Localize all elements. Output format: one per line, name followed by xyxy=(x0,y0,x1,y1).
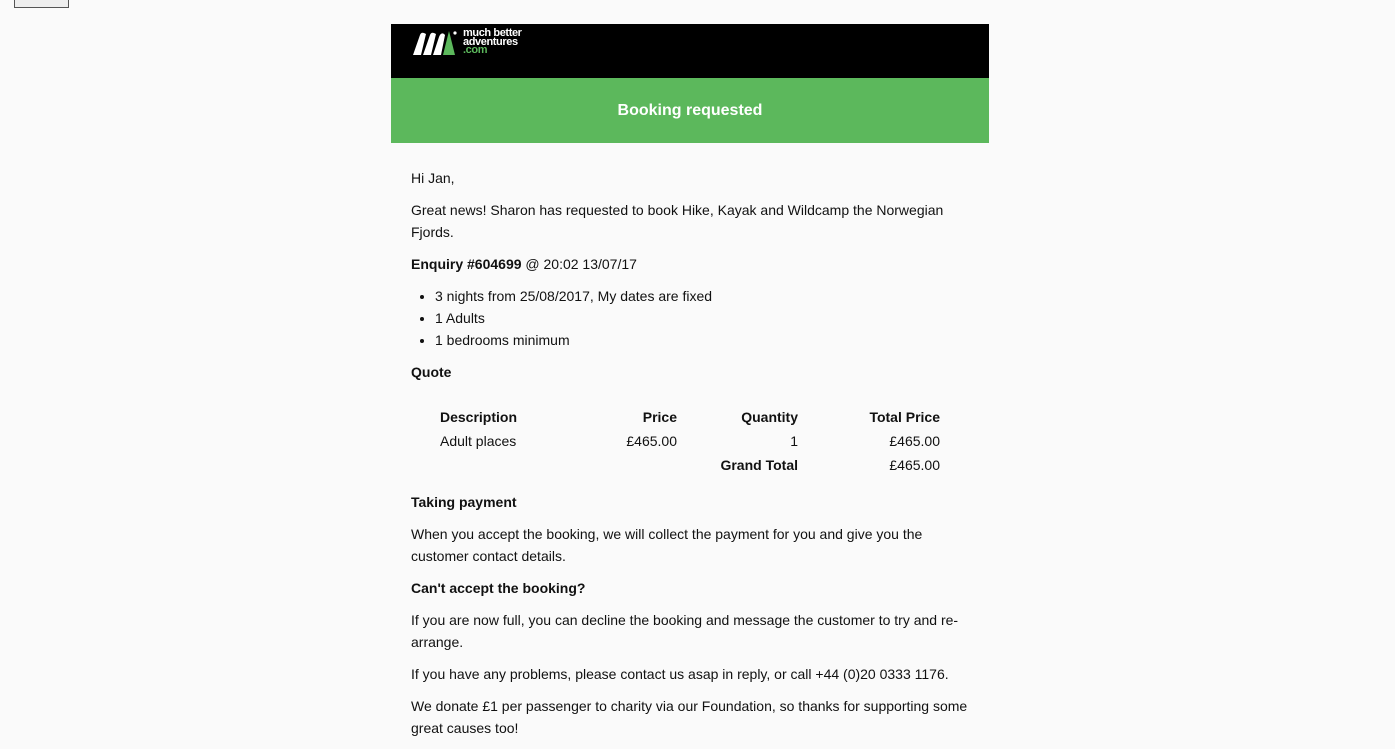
email-body xyxy=(391,143,989,739)
top-left-button[interactable] xyxy=(14,0,69,8)
cell-total: £465.00 xyxy=(889,433,940,449)
header-price: Price xyxy=(642,409,677,425)
grand-total-row xyxy=(440,453,940,477)
enquiry-number: Enquiry #604699 xyxy=(411,256,522,272)
table-row xyxy=(440,429,940,453)
header-total: Total Price xyxy=(869,409,940,425)
grand-total-value: £465.00 xyxy=(889,457,940,473)
status-banner xyxy=(391,78,989,143)
charity-text: We donate £1 per passenger to charity via our Foundation, so thanks for supporting some great causes too! xyxy=(411,698,968,736)
brand-wordmark xyxy=(463,29,522,55)
list-item: • 3 nights from 25/08/2017, My dates are fixed xyxy=(435,285,969,307)
greeting: Hi Jan, xyxy=(411,170,455,186)
header-quantity: Quantity xyxy=(741,409,798,425)
brand-line-1: much better xyxy=(463,27,522,39)
quote-table xyxy=(440,405,940,477)
decline-title: Can't accept the booking? xyxy=(411,580,586,596)
cell-description: Adult places xyxy=(440,433,517,449)
mba-logo-icon xyxy=(411,29,459,59)
header-description: Description xyxy=(440,409,518,425)
list-item: • 1 Adults xyxy=(435,307,969,329)
cell-price: £465.00 xyxy=(626,433,677,449)
table-header-row xyxy=(440,405,940,429)
contact-text: If you have any problems, please contact us asap in reply, or call +44 (0)20 0333 1176. xyxy=(411,666,949,682)
email-header xyxy=(391,24,989,78)
decline-text: If you are now full, you can decline the booking and message the customer to try and re-arrange. xyxy=(411,612,959,650)
payment-title: Taking payment xyxy=(411,494,517,510)
email-container xyxy=(391,24,989,749)
brand-line-2: adventures xyxy=(463,35,518,48)
cell-quantity: 1 xyxy=(790,433,798,449)
list-item: • 1 bedrooms minimum xyxy=(435,329,969,351)
quote-title: Quote xyxy=(411,364,452,380)
booking-details-list xyxy=(411,285,969,351)
banner-title: Booking requested xyxy=(617,101,763,119)
enquiry-line xyxy=(411,253,969,275)
payment-text: When you accept the booking, we will collect the payment for you and give you the customer contact details. xyxy=(411,526,923,564)
brand-line-3: .com xyxy=(463,44,488,56)
enquiry-timestamp: @ 20:02 13/07/17 xyxy=(521,256,637,272)
intro-text: Great news! Sharon has requested to book Hike, Kayak and Wildcamp the Norwegian Fjords. xyxy=(411,202,944,240)
brand-logo[interactable] xyxy=(411,29,522,59)
grand-total-label: Grand Total xyxy=(720,457,798,473)
